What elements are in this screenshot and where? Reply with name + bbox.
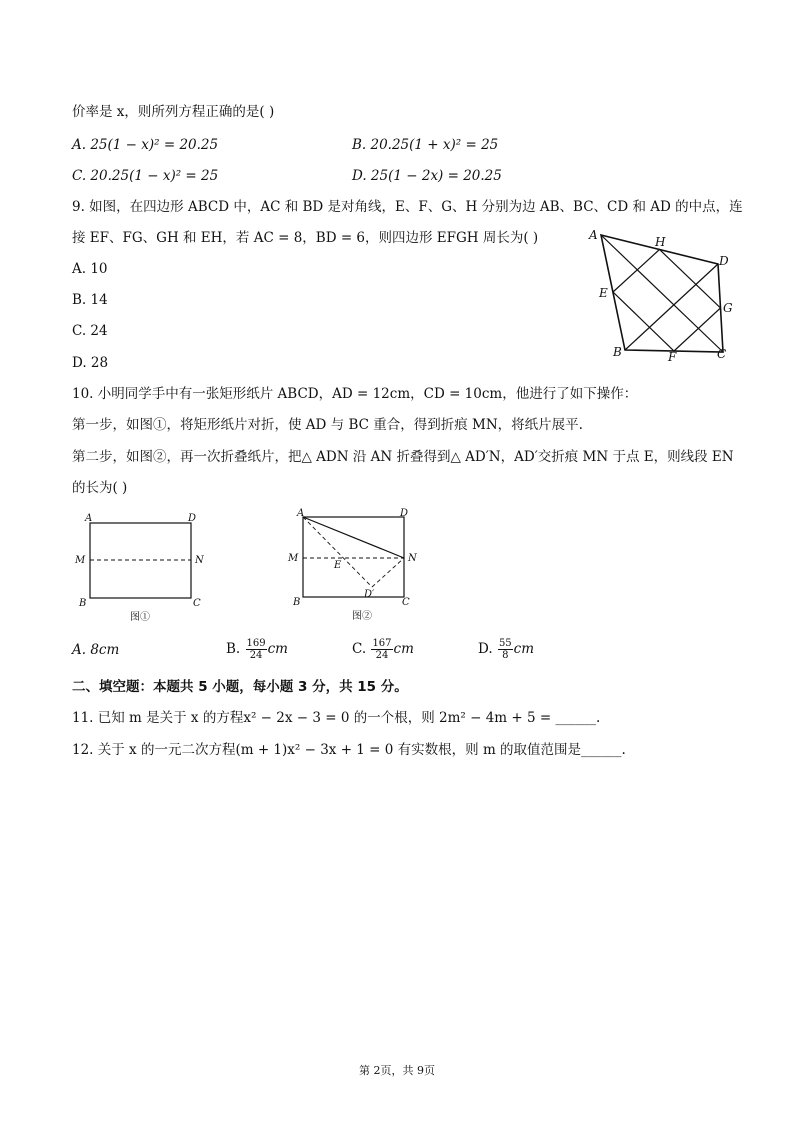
- q10-option-b: [226, 634, 288, 664]
- q9-label-b: B: [613, 345, 622, 359]
- fig2-label-d-prime: D′: [364, 589, 375, 600]
- q9-label-a: A: [589, 228, 598, 242]
- fig2-label-m: M: [288, 553, 299, 564]
- fig2-label-n: N: [408, 553, 417, 564]
- q9-stem-line2: 接 EF、FG、GH 和 EH，若 AC = 8，BD = 6，则四边形 EFGH 周长为( ): [72, 230, 539, 246]
- fig2-label-a: A: [297, 508, 305, 519]
- q10-option-c-prefix: C.: [352, 641, 367, 657]
- q10-stem-line1: 10. 小明同学手中有一张矩形纸片 ABCD，AD = 12cm，CD = 10cm，他进行了如下操作：: [72, 386, 638, 402]
- q9-option-b: B. 14: [72, 292, 108, 308]
- fig1-label-a: A: [85, 513, 93, 524]
- q9-stem-line1: 9. 如图，在四边形 ABCD 中，AC 和 BD 是对角线，E、F、G、H 分别为边 AB、BC、CD 和 AD 的中点，连: [72, 199, 743, 215]
- q10-option-a: A. 8cm: [72, 642, 120, 658]
- q8-option-a: A. 25(1 − x)² = 20.25: [72, 137, 219, 153]
- q10-option-c-unit: cm: [393, 641, 414, 657]
- q9-option-d: D. 28: [72, 355, 109, 371]
- q10-option-d-unit: cm: [513, 641, 535, 657]
- q10-option-c-fraction: [371, 638, 392, 661]
- fig2-caption: 图②: [352, 611, 372, 622]
- q10-option-d-numerator: 55: [498, 638, 512, 649]
- fig1-label-n: N: [195, 555, 204, 566]
- q9-label-h: H: [655, 235, 666, 249]
- fig1-caption: 图①: [130, 612, 150, 623]
- page-footer: 第 2页，共 9页: [359, 1064, 435, 1077]
- q9-label-c: C: [717, 347, 727, 361]
- q10-option-b-fraction: [246, 638, 267, 661]
- q8-option-b: B. 20.25(1 + x)² = 25: [352, 137, 499, 153]
- q10-stem-line4: 的长为( ): [72, 480, 128, 496]
- q10-option-d-denominator: 8: [502, 650, 509, 661]
- q10-figure-1: [70, 508, 220, 626]
- fig2-label-e: E: [334, 560, 342, 571]
- q9-quadrilateral-figure: [585, 225, 745, 365]
- q10-option-d-prefix: D.: [478, 641, 493, 657]
- fig2-label-d: D: [400, 508, 409, 519]
- q10-option-c-numerator: 167: [372, 638, 392, 649]
- q10-option-d: [478, 634, 534, 664]
- fig2-label-c: C: [402, 597, 410, 608]
- q12-text: 12. 关于 x 的一元二次方程(m + 1)x² − 3x + 1 = 0 有实数根，则 m 的取值范围是______.: [72, 742, 626, 758]
- q11-text: 11. 已知 m 是关于 x 的方程x² − 2x − 3 = 0 的一个根，则 2m² − 4m + 5 = ______.: [72, 710, 601, 726]
- q9-label-f: F: [668, 350, 677, 364]
- fig1-label-m: M: [75, 555, 86, 566]
- q10-option-b-numerator: 169: [246, 638, 266, 649]
- q9-option-a: A. 10: [72, 261, 108, 277]
- q9-label-e: E: [599, 286, 608, 300]
- q8-stem-tail: 价率是 x，则所列方程正确的是( ): [72, 104, 275, 120]
- q10-option-d-fraction: [498, 638, 513, 661]
- section-heading-fill-in: 二、填空题：本题共 5 小题，每小题 3 分，共 15 分。: [72, 679, 408, 695]
- fig1-label-b: B: [79, 598, 87, 609]
- q10-option-b-denominator: 24: [249, 650, 263, 661]
- q10-option-b-prefix: B.: [226, 641, 241, 657]
- q10-option-c-denominator: 24: [375, 650, 389, 661]
- q10-figure-2: [284, 505, 424, 627]
- q10-stem-line2: 第一步，如图①，将矩形纸片对折，使 AD 与 BC 重合，得到折痕 MN，将纸片展平.: [72, 417, 583, 433]
- q8-option-d: D. 25(1 − 2x) = 20.25: [352, 168, 502, 184]
- q10-stem-line3: 第二步，如图②，再一次折叠纸片，把△ ADN 沿 AN 折叠得到△ AD′N，AD′交折痕 MN 于点 E，则线段 EN: [72, 449, 734, 465]
- q9-option-c: C. 24: [72, 323, 108, 339]
- q8-option-c: C. 20.25(1 − x)² = 25: [72, 168, 219, 184]
- q10-option-c: [352, 634, 414, 664]
- q9-label-g: G: [723, 301, 733, 315]
- fig2-label-b: B: [293, 597, 301, 608]
- fig1-label-c: C: [193, 598, 201, 609]
- q10-option-b-unit: cm: [267, 641, 288, 657]
- q9-label-d: D: [719, 254, 729, 268]
- fig1-label-d: D: [188, 513, 197, 524]
